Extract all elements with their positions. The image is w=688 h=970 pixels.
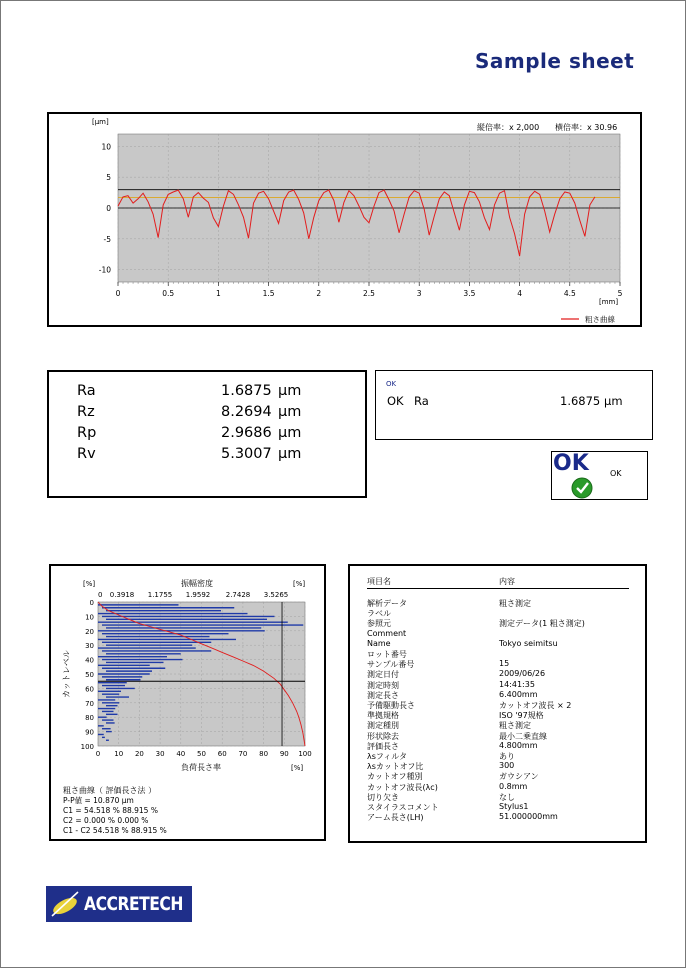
param-unit-rp: μm [278,425,302,441]
info-row-value: 14:41:35 [499,679,535,689]
bearing-y-tick: 50 [85,671,94,679]
vertical-magnification: 縦倍率：x 2,000 [477,123,540,132]
info-row-value: Stylus1 [499,802,529,811]
info-row-value: ISO '97規格 [499,711,544,721]
check-icon [570,476,598,504]
profile-x-unit: [mm] [599,298,619,306]
param-name-rp: Rp [77,425,97,441]
info-row-label: 測定時刻 [367,680,399,690]
profile-x-tick: 0.5 [162,289,175,298]
info-row-label: ラベル [367,609,391,619]
profile-x-axis [116,289,623,298]
bearing-ratio-panel [49,564,326,841]
bearing-x-label: 負荷長さ率 [181,763,221,772]
bearing-top-title: 振幅密度 [181,579,213,588]
bearing-note: C2 = 0.000 % 0.000 % [63,816,149,825]
bearing-x-tick: 20 [134,750,144,758]
bearing-top-tick: 0 [98,591,103,599]
info-row-value: 15 [499,659,510,669]
info-row-label: 解析データ [367,599,407,608]
info-header-divider [367,588,629,589]
bearing-note: C1 - C2 54.518 % 88.915 % [63,826,167,835]
bearing-x-tick: 10 [114,750,124,758]
profile-x-tick: 3.5 [463,289,476,298]
profile-x-tick: 5 [617,289,623,298]
bearing-x-unit: [%] [291,764,304,772]
info-row-label: 準拠規格 [367,711,399,721]
info-row-value: 2009/06/26 [499,669,546,679]
info-row-label: アーム長さ(LH) [367,813,424,823]
info-header-content: 内容 [499,577,515,586]
info-row-label: 測定日付 [367,670,399,680]
legend-label: 粗さ曲線 [585,315,615,324]
bearing-x-tick: 70 [238,750,248,758]
param-unit-ra: μm [278,383,302,399]
logo-mark-icon [48,886,84,922]
info-row-value: あり [499,752,515,761]
param-value-rz: 8.2694 [221,404,272,420]
bearing-note: C1 = 54.518 % 88.915 % [63,806,158,815]
accretech-logo [46,886,192,922]
bearing-y-tick: 80 [85,714,94,723]
info-row-label: 参照元 [367,619,391,629]
param-value-ra: 1.6875 [221,383,272,399]
bearing-x-tick: 0 [95,750,101,758]
page-title: Sample sheet [475,49,635,73]
bearing-note: P-P値 = 10.870 μm [63,796,134,805]
info-row-label: カットオフ波長(λc) [367,782,438,792]
bearing-y-tick: 90 [85,728,94,737]
parameter-results-panel [47,370,367,498]
profile-y-tick: -5 [103,234,111,244]
judgement-panel [375,370,653,440]
info-row-value: 4.800mm [499,740,538,750]
param-name-ra: Ra [77,383,96,399]
info-row-label: ロット番号 [367,650,407,659]
profile-y-unit: [μm] [92,118,109,126]
info-row-label: 測定長さ [367,690,399,700]
ok-label: OK [610,469,622,478]
bearing-x-tick: 50 [197,750,206,758]
horizontal-magnification: 横倍率：x 30.96 [555,123,618,132]
param-name-rv: Rv [77,446,96,462]
profile-x-tick: 1 [216,289,221,298]
ok-badge [551,451,648,500]
profile-chart-panel [47,112,642,327]
bearing-top-tick: 1.9592 [185,591,211,599]
logo-text: ACCRETECH [84,893,183,915]
bearing-top-tick: 3.5265 [263,591,289,599]
bearing-y-tick: 20 [85,627,94,636]
info-row-value: カットオフ波長 × 2 [499,701,572,710]
bearing-x-tick: 80 [259,750,269,758]
bearing-y-tick: 40 [85,656,94,665]
info-row-value: 最小二乗直線 [499,731,547,741]
bearing-y-tick: 60 [85,685,94,694]
bearing-top-unit-left: [%] [83,580,96,588]
info-row-value: 粗さ測定 [499,599,531,608]
bearing-notes-title: 粗さ曲線（ 評価長さ法 ） [63,786,157,795]
bearing-x-tick: 60 [217,750,227,758]
bearing-top-tick: 2.7428 [225,591,251,599]
info-row-label: λsカットオフ比 [367,762,424,772]
info-row-value: ガウシアン [499,772,539,782]
bearing-y-axis [81,599,94,751]
bearing-y-tick: 10 [85,613,94,622]
profile-y-tick: 5 [106,173,111,183]
info-row-value: 6.400mm [499,689,538,699]
info-row-label: サンプル番号 [367,660,415,670]
param-value-rp: 2.9686 [221,425,272,441]
ok-big-text: OK [553,451,589,476]
bearing-top-axis [98,591,288,599]
info-row-label: 測定種別 [367,721,399,731]
bearing-x-tick: 100 [298,750,312,758]
info-row-label: 形状除去 [367,731,399,741]
param-name-rz: Rz [77,404,95,420]
info-row-value: 粗さ測定 [499,721,531,731]
info-row-label: スタイラスコメント [367,803,439,812]
param-unit-rz: μm [278,404,302,420]
info-row-value: 51.000000mm [499,812,558,822]
profile-x-tick: 3 [416,289,422,298]
bearing-y-tick: 100 [80,743,94,751]
measurement-info-panel [348,564,647,843]
info-row-value: 300 [499,761,515,771]
bearing-y-tick: 70 [85,699,94,708]
bearing-x-tick: 30 [155,750,165,758]
info-row-label: λsフィルタ [367,752,407,761]
info-row-label: 予備駆動長さ [367,701,415,710]
profile-x-tick: 4.5 [563,289,576,298]
info-row-label: Name [367,638,391,648]
param-value-rv: 5.3007 [221,446,272,462]
judgement-value: 1.6875 [560,394,601,408]
profile-x-tick: 2 [316,289,322,298]
info-header-item: 項目名 [367,577,391,586]
info-row-value: なし [499,792,515,802]
info-row-label: カットオフ種別 [367,772,423,782]
judgement-param: Ra [414,394,429,408]
info-row-value: 0.8mm [499,781,528,791]
bearing-top-unit-right: [%] [293,580,306,588]
profile-y-tick: -10 [98,265,111,275]
bearing-y-tick: 30 [85,642,94,651]
profile-y-axis [99,142,111,274]
info-row-label: Comment [367,628,407,638]
bearing-x-tick: 40 [176,750,186,758]
judgement-unit: μm [604,394,623,408]
bearing-ratio-chart [51,566,324,839]
profile-x-tick: 1.5 [262,289,275,298]
info-row-label: 評価長さ [367,741,399,751]
info-row-value: 測定データ(1 粗さ測定) [499,619,585,629]
profile-x-tick: 4 [517,289,522,298]
bearing-x-tick: 90 [279,750,289,758]
bearing-y-label: カットレベル [62,650,71,698]
bearing-x-axis [96,750,312,758]
info-row-label: 切り欠き [367,792,399,802]
judgement-status: OK [387,394,404,408]
param-unit-rv: μm [278,446,302,462]
bearing-y-tick: 0 [89,599,94,607]
profile-x-tick: 2.5 [363,289,375,298]
profile-x-tick: 0 [115,289,121,298]
info-row-value: Tokyo seimitsu [499,638,558,648]
judgement-heading: OK [386,380,397,388]
profile-y-tick: 0 [106,204,111,213]
profile-chart [49,114,640,325]
bearing-top-tick: 0.3918 [109,591,135,599]
profile-y-tick: 10 [101,142,111,152]
bearing-top-tick: 1.1755 [147,591,173,599]
